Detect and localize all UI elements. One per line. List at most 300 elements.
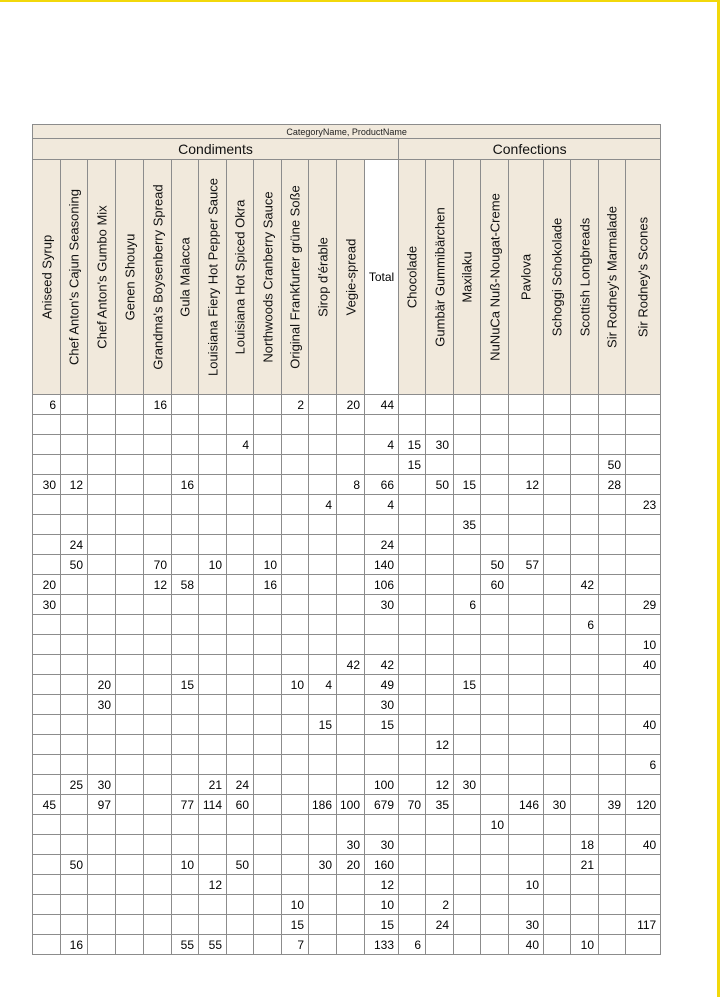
quantity-cell <box>116 775 144 795</box>
quantity-cell <box>599 915 626 935</box>
quantity-cell <box>144 515 172 535</box>
quantity-cell <box>399 615 426 635</box>
quantity-cell <box>509 415 544 435</box>
table-row <box>33 555 661 575</box>
quantity-cell <box>144 475 172 495</box>
quantity-cell <box>116 655 144 675</box>
quantity-cell <box>544 875 571 895</box>
quantity-cell <box>116 435 144 455</box>
quantity-cell <box>509 695 544 715</box>
quantity-cell <box>599 715 626 735</box>
quantity-cell <box>144 595 172 615</box>
quantity-cell <box>337 775 365 795</box>
quantity-cell <box>571 555 599 575</box>
quantity-cell <box>571 435 599 455</box>
quantity-cell <box>626 855 661 875</box>
product-column-header <box>599 160 626 395</box>
quantity-cell <box>88 655 116 675</box>
quantity-cell <box>282 415 309 435</box>
quantity-cell: 30 <box>509 915 544 935</box>
quantity-cell: 35 <box>454 515 481 535</box>
quantity-cell <box>571 475 599 495</box>
total-column-header: Total <box>365 160 399 395</box>
quantity-cell: 23 <box>626 495 661 515</box>
quantity-cell <box>61 695 88 715</box>
quantity-cell: 29 <box>626 595 661 615</box>
product-name-label: Gula Malacca <box>177 237 193 317</box>
quantity-cell <box>116 615 144 635</box>
quantity-cell <box>337 815 365 835</box>
quantity-cell <box>481 495 509 515</box>
quantity-cell <box>282 775 309 795</box>
quantity-cell <box>337 415 365 435</box>
quantity-cell <box>571 495 599 515</box>
quantity-cell: 20 <box>33 575 61 595</box>
quantity-cell <box>254 935 282 955</box>
quantity-cell <box>144 635 172 655</box>
quantity-cell <box>88 715 116 735</box>
quantity-cell <box>227 915 254 935</box>
quantity-cell: 8 <box>337 475 365 495</box>
quantity-cell <box>88 875 116 895</box>
quantity-cell <box>454 415 481 435</box>
quantity-cell <box>144 615 172 635</box>
quantity-cell <box>282 695 309 715</box>
quantity-cell <box>33 815 61 835</box>
quantity-cell: 50 <box>227 855 254 875</box>
quantity-cell <box>199 675 227 695</box>
quantity-cell <box>337 435 365 455</box>
quantity-cell <box>509 815 544 835</box>
quantity-cell <box>626 415 661 435</box>
quantity-cell <box>199 495 227 515</box>
quantity-cell: 12 <box>509 475 544 495</box>
quantity-cell <box>309 635 337 655</box>
quantity-cell <box>199 715 227 735</box>
quantity-cell <box>481 915 509 935</box>
quantity-cell <box>144 715 172 735</box>
quantity-cell <box>172 655 199 675</box>
quantity-cell <box>599 615 626 635</box>
quantity-cell <box>454 795 481 815</box>
quantity-cell <box>544 895 571 915</box>
quantity-cell <box>309 835 337 855</box>
quantity-cell <box>571 515 599 535</box>
pivot-grid <box>32 124 661 955</box>
quantity-cell <box>509 835 544 855</box>
quantity-cell <box>426 935 454 955</box>
quantity-cell <box>33 735 61 755</box>
quantity-cell: 21 <box>199 775 227 795</box>
quantity-cell <box>426 855 454 875</box>
category-header: Condiments <box>33 139 399 160</box>
quantity-cell <box>172 495 199 515</box>
quantity-cell <box>172 455 199 475</box>
quantity-cell: 24 <box>426 915 454 935</box>
quantity-cell <box>309 895 337 915</box>
product-column-header <box>309 160 337 395</box>
quantity-cell <box>481 515 509 535</box>
table-row <box>33 595 661 615</box>
quantity-cell <box>399 675 426 695</box>
product-column-header <box>337 160 365 395</box>
product-name-label: Scottish Longbreads <box>577 217 592 337</box>
quantity-cell <box>626 555 661 575</box>
quantity-cell <box>88 835 116 855</box>
total-cell: 49 <box>365 675 399 695</box>
quantity-cell <box>337 535 365 555</box>
quantity-cell <box>481 795 509 815</box>
quantity-cell <box>61 635 88 655</box>
quantity-cell <box>88 415 116 435</box>
quantity-cell: 10 <box>282 895 309 915</box>
quantity-cell: 10 <box>481 815 509 835</box>
quantity-cell <box>199 595 227 615</box>
quantity-cell <box>399 875 426 895</box>
quantity-cell <box>337 755 365 775</box>
quantity-cell <box>626 535 661 555</box>
quantity-cell <box>626 615 661 635</box>
quantity-cell: 50 <box>426 475 454 495</box>
quantity-cell <box>282 715 309 735</box>
product-name-label: Aniseed Syrup <box>39 234 54 320</box>
quantity-cell <box>199 655 227 675</box>
quantity-cell: 30 <box>88 775 116 795</box>
quantity-cell <box>33 695 61 715</box>
quantity-cell: 12 <box>199 875 227 895</box>
quantity-cell <box>509 895 544 915</box>
quantity-cell <box>199 535 227 555</box>
quantity-cell: 30 <box>309 855 337 875</box>
quantity-cell <box>254 795 282 815</box>
total-cell: 44 <box>365 395 399 415</box>
quantity-cell <box>426 715 454 735</box>
quantity-cell <box>599 735 626 755</box>
product-column-header <box>144 160 172 395</box>
total-cell: 100 <box>365 775 399 795</box>
quantity-cell <box>626 475 661 495</box>
quantity-cell <box>454 895 481 915</box>
quantity-cell: 16 <box>144 395 172 415</box>
quantity-cell: 21 <box>571 855 599 875</box>
quantity-cell <box>399 735 426 755</box>
quantity-cell: 24 <box>227 775 254 795</box>
total-cell: 10 <box>365 895 399 915</box>
product-name-label: Chef Anton's Cajun Seasoning <box>66 189 82 365</box>
quantity-cell <box>571 755 599 775</box>
quantity-cell: 186 <box>309 795 337 815</box>
quantity-cell: 18 <box>571 835 599 855</box>
quantity-cell <box>399 475 426 495</box>
quantity-cell <box>509 775 544 795</box>
quantity-cell <box>33 835 61 855</box>
quantity-cell <box>571 595 599 615</box>
quantity-cell <box>172 615 199 635</box>
quantity-cell: 6 <box>626 755 661 775</box>
quantity-cell <box>544 615 571 635</box>
quantity-cell <box>509 635 544 655</box>
quantity-cell <box>144 855 172 875</box>
product-column-header <box>426 160 454 395</box>
quantity-cell <box>426 515 454 535</box>
quantity-cell: 10 <box>199 555 227 575</box>
quantity-cell <box>88 555 116 575</box>
table-row <box>33 615 661 635</box>
quantity-cell <box>337 515 365 535</box>
quantity-cell <box>599 835 626 855</box>
quantity-cell <box>254 875 282 895</box>
quantity-cell <box>282 575 309 595</box>
quantity-cell <box>337 915 365 935</box>
quantity-cell <box>282 635 309 655</box>
table-row <box>33 675 661 695</box>
quantity-cell <box>227 415 254 435</box>
quantity-cell <box>426 555 454 575</box>
quantity-cell <box>599 815 626 835</box>
quantity-cell <box>481 715 509 735</box>
quantity-cell <box>544 715 571 735</box>
quantity-cell <box>544 835 571 855</box>
quantity-cell <box>426 615 454 635</box>
quantity-cell <box>509 735 544 755</box>
product-column-header <box>544 160 571 395</box>
quantity-cell: 39 <box>599 795 626 815</box>
quantity-cell <box>599 695 626 715</box>
quantity-cell <box>544 455 571 475</box>
quantity-cell <box>454 455 481 475</box>
product-column-header <box>509 160 544 395</box>
quantity-cell <box>544 815 571 835</box>
quantity-cell <box>199 695 227 715</box>
quantity-cell: 10 <box>509 875 544 895</box>
quantity-cell <box>426 455 454 475</box>
quantity-cell <box>33 655 61 675</box>
quantity-cell <box>199 815 227 835</box>
quantity-cell <box>481 675 509 695</box>
quantity-cell: 50 <box>61 855 88 875</box>
quantity-cell <box>282 495 309 515</box>
quantity-cell: 45 <box>33 795 61 815</box>
quantity-cell <box>116 835 144 855</box>
quantity-cell <box>399 695 426 715</box>
quantity-cell <box>509 675 544 695</box>
table-row <box>33 775 661 795</box>
quantity-cell <box>481 835 509 855</box>
quantity-cell <box>172 555 199 575</box>
quantity-cell <box>199 735 227 755</box>
quantity-cell <box>571 815 599 835</box>
total-cell: 30 <box>365 835 399 855</box>
quantity-cell: 12 <box>144 575 172 595</box>
quantity-cell <box>426 415 454 435</box>
quantity-cell <box>254 715 282 735</box>
quantity-cell: 15 <box>454 675 481 695</box>
product-name-label: Grandma's Boysenberry Spread <box>150 184 165 370</box>
quantity-cell <box>626 515 661 535</box>
quantity-cell <box>33 455 61 475</box>
quantity-cell <box>144 735 172 755</box>
total-cell <box>365 815 399 835</box>
quantity-cell <box>88 815 116 835</box>
quantity-cell: 16 <box>172 475 199 495</box>
quantity-cell <box>227 475 254 495</box>
table-row <box>33 655 661 675</box>
table-row <box>33 715 661 735</box>
quantity-cell: 30 <box>544 795 571 815</box>
quantity-cell <box>254 815 282 835</box>
quantity-cell <box>61 755 88 775</box>
quantity-cell: 16 <box>254 575 282 595</box>
total-cell: 15 <box>365 915 399 935</box>
quantity-cell: 28 <box>599 475 626 495</box>
quantity-cell <box>199 575 227 595</box>
quantity-cell <box>337 555 365 575</box>
quantity-cell <box>599 575 626 595</box>
quantity-cell <box>61 395 88 415</box>
table-row <box>33 935 661 955</box>
quantity-cell <box>61 895 88 915</box>
table-row <box>33 815 661 835</box>
quantity-cell <box>309 615 337 635</box>
quantity-cell <box>282 875 309 895</box>
quantity-cell <box>399 635 426 655</box>
quantity-cell <box>599 675 626 695</box>
product-column-header <box>227 160 254 395</box>
quantity-cell <box>33 635 61 655</box>
quantity-cell <box>426 535 454 555</box>
quantity-cell <box>88 575 116 595</box>
quantity-cell <box>309 935 337 955</box>
quantity-cell <box>254 835 282 855</box>
quantity-cell <box>454 635 481 655</box>
total-cell <box>365 455 399 475</box>
quantity-cell <box>88 635 116 655</box>
quantity-cell <box>61 595 88 615</box>
quantity-cell <box>144 535 172 555</box>
total-cell: 4 <box>365 435 399 455</box>
quantity-cell <box>227 935 254 955</box>
quantity-cell <box>227 815 254 835</box>
quantity-cell <box>454 735 481 755</box>
quantity-cell <box>399 775 426 795</box>
quantity-cell <box>599 495 626 515</box>
quantity-cell <box>144 415 172 435</box>
quantity-cell <box>399 595 426 615</box>
quantity-cell <box>399 835 426 855</box>
quantity-cell <box>481 855 509 875</box>
quantity-cell <box>544 855 571 875</box>
quantity-cell: 40 <box>626 835 661 855</box>
quantity-cell <box>172 815 199 835</box>
quantity-cell <box>116 915 144 935</box>
quantity-cell <box>61 515 88 535</box>
quantity-cell <box>88 395 116 415</box>
total-cell <box>365 755 399 775</box>
quantity-cell <box>88 515 116 535</box>
pivot-caption: CategoryName, ProductName <box>33 125 661 139</box>
quantity-cell <box>116 555 144 575</box>
quantity-cell <box>426 675 454 695</box>
quantity-cell <box>454 835 481 855</box>
quantity-cell <box>254 455 282 475</box>
product-name-label: Schoggi Schokolade <box>549 217 565 337</box>
quantity-cell: 2 <box>426 895 454 915</box>
quantity-cell <box>61 415 88 435</box>
total-cell: 30 <box>365 595 399 615</box>
quantity-cell: 70 <box>144 555 172 575</box>
quantity-cell <box>88 495 116 515</box>
quantity-cell <box>481 395 509 415</box>
table-row <box>33 475 661 495</box>
quantity-cell: 25 <box>61 775 88 795</box>
quantity-cell: 60 <box>481 575 509 595</box>
quantity-cell <box>481 595 509 615</box>
quantity-cell: 30 <box>454 775 481 795</box>
quantity-cell: 12 <box>426 735 454 755</box>
quantity-cell <box>61 615 88 635</box>
quantity-cell <box>33 775 61 795</box>
quantity-cell: 42 <box>571 575 599 595</box>
quantity-cell <box>61 795 88 815</box>
quantity-cell <box>337 735 365 755</box>
quantity-cell <box>309 735 337 755</box>
quantity-cell <box>626 675 661 695</box>
quantity-cell <box>88 915 116 935</box>
quantity-cell <box>571 795 599 815</box>
product-name-label: Chocolade <box>404 245 420 309</box>
quantity-cell <box>481 635 509 655</box>
quantity-cell <box>309 535 337 555</box>
quantity-cell <box>454 715 481 735</box>
quantity-cell <box>116 635 144 655</box>
quantity-cell <box>116 815 144 835</box>
quantity-cell <box>544 555 571 575</box>
quantity-cell <box>309 755 337 775</box>
quantity-cell <box>33 415 61 435</box>
quantity-cell: 4 <box>309 675 337 695</box>
quantity-cell <box>254 915 282 935</box>
quantity-cell <box>88 735 116 755</box>
quantity-cell <box>481 875 509 895</box>
total-cell <box>365 635 399 655</box>
quantity-cell: 58 <box>172 575 199 595</box>
quantity-cell <box>599 775 626 795</box>
quantity-cell <box>227 555 254 575</box>
quantity-cell <box>61 575 88 595</box>
quantity-cell <box>88 615 116 635</box>
quantity-cell <box>509 535 544 555</box>
quantity-cell: 15 <box>399 455 426 475</box>
quantity-cell <box>544 655 571 675</box>
quantity-cell <box>426 695 454 715</box>
quantity-cell <box>337 595 365 615</box>
quantity-cell: 120 <box>626 795 661 815</box>
quantity-cell: 30 <box>337 835 365 855</box>
product-column-header <box>116 160 144 395</box>
quantity-cell <box>426 495 454 515</box>
quantity-cell <box>337 875 365 895</box>
quantity-cell <box>399 915 426 935</box>
quantity-cell <box>254 755 282 775</box>
quantity-cell <box>399 895 426 915</box>
quantity-cell <box>33 915 61 935</box>
quantity-cell <box>33 495 61 515</box>
quantity-cell <box>254 895 282 915</box>
quantity-cell <box>282 455 309 475</box>
total-cell <box>365 735 399 755</box>
quantity-cell <box>481 775 509 795</box>
quantity-cell <box>172 415 199 435</box>
